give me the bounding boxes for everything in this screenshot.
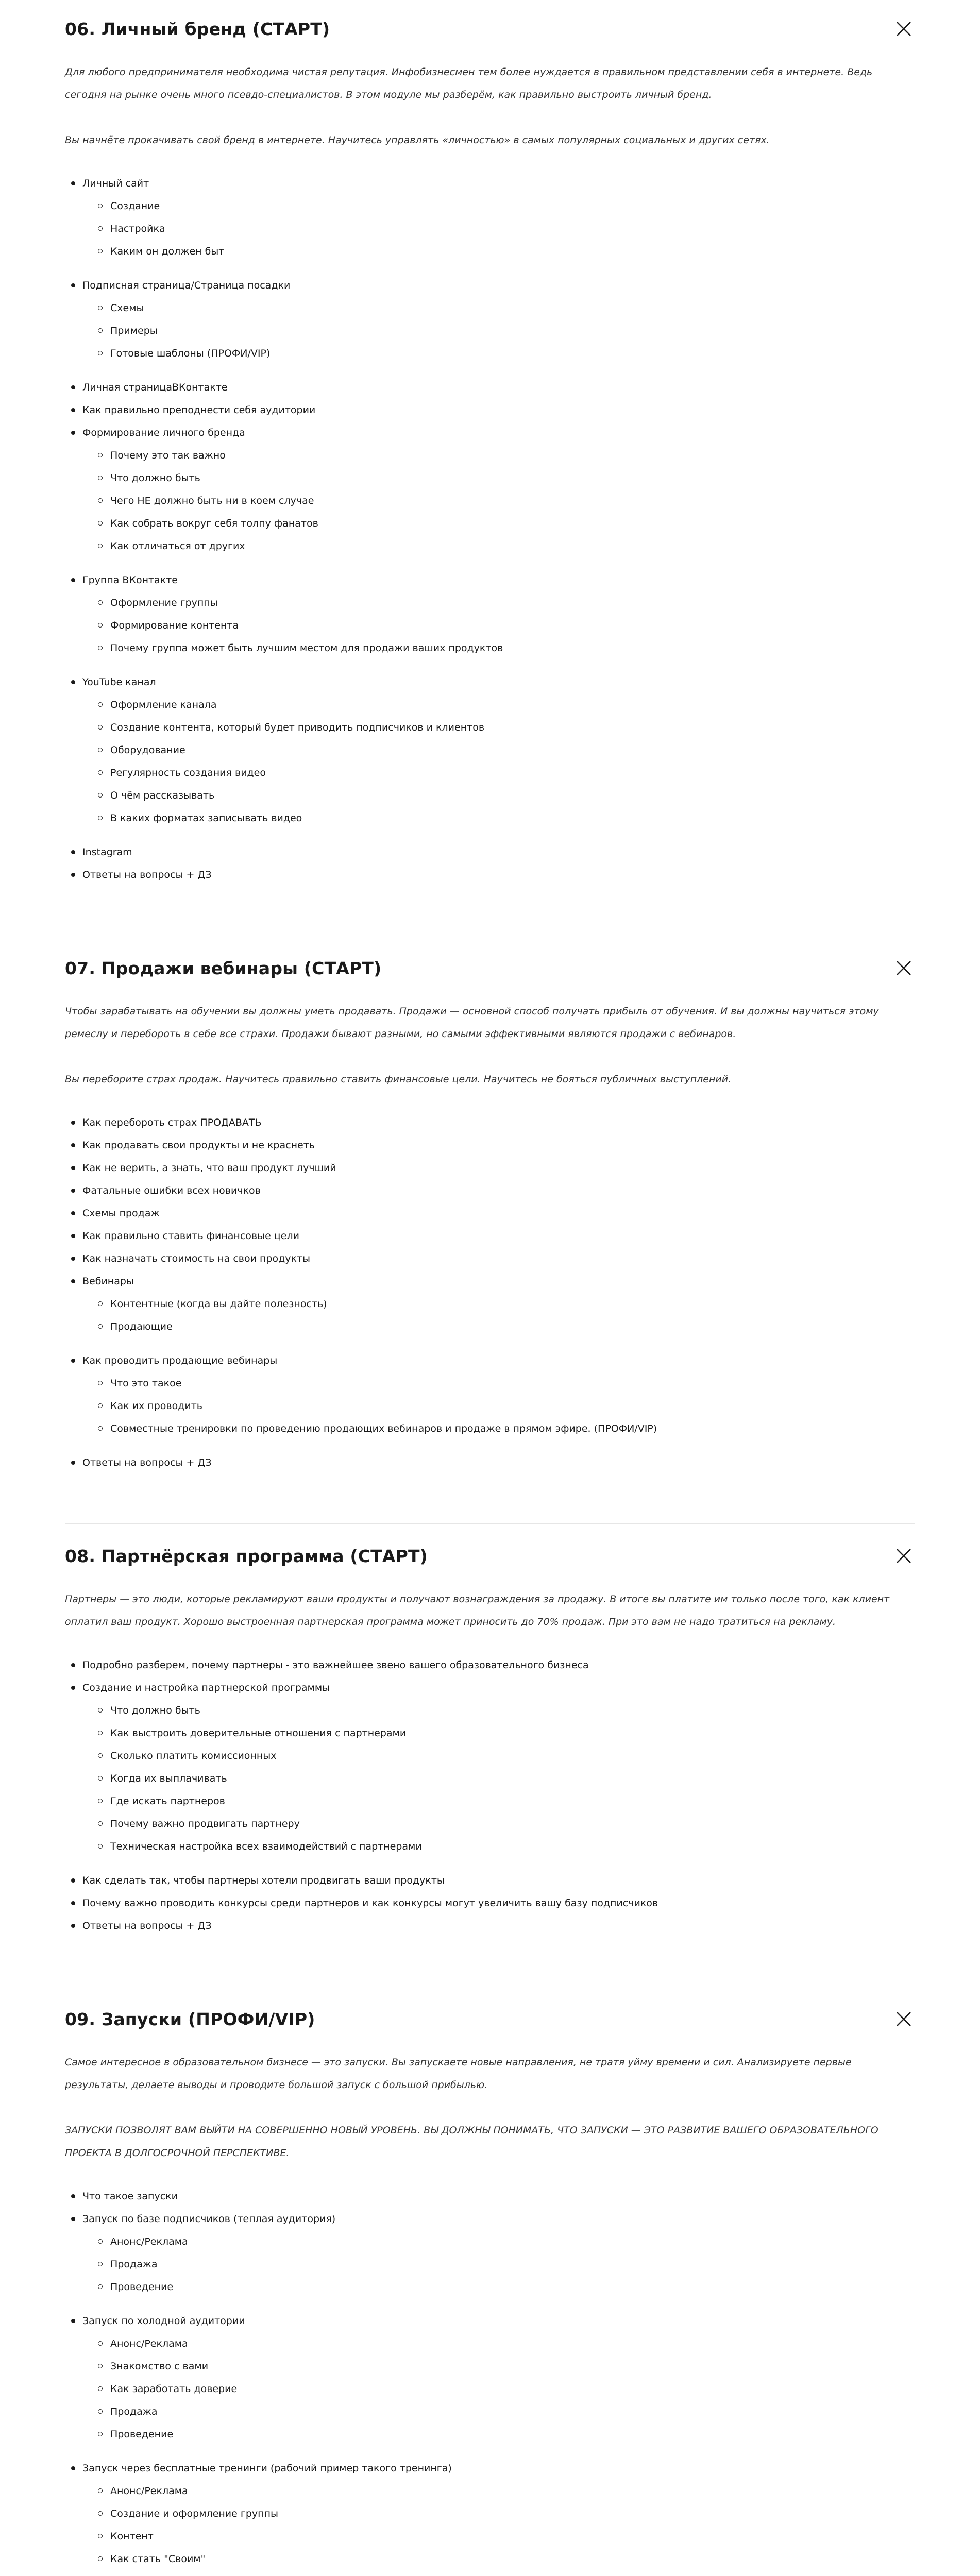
subtopic-list: [82, 1699, 915, 1858]
subtopic-item: Схемы: [110, 297, 915, 319]
topic-list: [65, 172, 915, 886]
topic-label: Как продавать свои продукты и не краснеть: [82, 1140, 315, 1151]
subtopic-list: [82, 693, 915, 829]
topic-item: [82, 421, 915, 557]
topic-item: [82, 2310, 915, 2446]
module-9: [65, 1987, 915, 2576]
topic-item: [82, 841, 915, 863]
description-paragraph: Для любого предпринимателя необходима чистая репутация. Инфобизнесмен тем более нуждается в правильном представлении себя в интернете. Ведь сегодня на рынке очень много псевдо-специалистов. В этом модуле мы разберём, как правильно выстроить личный бренд.: [65, 66, 873, 100]
subtopic-list: [82, 2480, 915, 2576]
topic-label: Запуск по базе подписчиков (теплая аудитория): [82, 2213, 336, 2225]
topic-item: [82, 399, 915, 421]
subtopic-item: Оформление группы: [110, 591, 915, 614]
subtopic-item: Знакомство с вами: [110, 2355, 915, 2378]
module-title: 06. Личный бренд (СТАРТ): [65, 19, 330, 39]
topic-item: [82, 2208, 915, 2298]
topic-label: Как правильно преподнести себя аудитории: [82, 404, 316, 416]
subtopic-item: Сколько платить комиссионных: [110, 1744, 915, 1767]
topic-item: [82, 2457, 915, 2576]
subtopic-item: Настройка: [110, 217, 915, 240]
topic-item: [82, 2185, 915, 2208]
topic-label: Как сделать так, чтобы партнеры хотели продвигать ваши продукты: [82, 1875, 445, 1886]
subtopic-item: Готовые шаблоны (ПРОФИ/VIP): [110, 342, 915, 365]
subtopic-list: [82, 2332, 915, 2446]
subtopic-item: Как их проводить: [110, 1395, 915, 1417]
module-header[interactable]: [65, 18, 915, 40]
topic-label: Запуск по холодной аудитории: [82, 2315, 245, 2327]
module-description: [65, 2051, 915, 2164]
subtopic-item: Контентные (когда вы дайте полезность): [110, 1293, 915, 1315]
topic-label: Ответы на вопросы + ДЗ: [82, 869, 212, 880]
subtopic-item: Анонс/Реклама: [110, 2480, 915, 2502]
subtopic-item: Почему важно продвигать партнеру: [110, 1812, 915, 1835]
subtopic-item: Совместные тренировки по проведению продающих вебинаров и продаже в прямом эфире. (ПРОФИ/VIP): [110, 1417, 915, 1440]
topic-label: Instagram: [82, 846, 132, 858]
module-description: [65, 61, 915, 151]
description-paragraph: Вы переборите страх продаж. Научитесь правильно ставить финансовые цели. Научитесь не бояться публичных выступлений.: [65, 1074, 732, 1085]
subtopic-item: Оборудование: [110, 739, 915, 761]
topic-item: [82, 1157, 915, 1179]
subtopic-list: [82, 2230, 915, 2298]
topic-label: Ответы на вопросы + ДЗ: [82, 1457, 212, 1468]
topic-label: Вебинары: [82, 1276, 134, 1287]
topic-item: [82, 1892, 915, 1914]
subtopic-item: Как заработать доверие: [110, 2378, 915, 2400]
module-8: [65, 1524, 915, 1987]
topic-label: Схемы продаж: [82, 1208, 160, 1219]
topic-label: Что такое запуски: [82, 2191, 178, 2202]
subtopic-item: Техническая настройка всех взаимодействий с партнерами: [110, 1835, 915, 1858]
subtopic-item: Каким он должен быт: [110, 240, 915, 263]
topic-label: YouTube канал: [82, 676, 156, 688]
subtopic-item: Продающие: [110, 1315, 915, 1338]
topic-label: Как правильно ставить финансовые цели: [82, 1230, 299, 1242]
topic-label: Подписная страница/Страница посадки: [82, 280, 291, 291]
topic-item: [82, 1247, 915, 1270]
subtopic-item: Анонс/Реклама: [110, 2332, 915, 2355]
subtopic-list: [82, 297, 915, 365]
description-paragraph: Самое интересное в образовательном бизнесе — это запуски. Вы запускаете новые направления, не тратя уйму времени и сил. Анализируете первые результаты, делаете выводы и проводите большой запуск с большой прибылью.: [65, 2057, 852, 2091]
topic-label: Почему важно проводить конкурсы среди партнеров и как конкурсы могут увеличить вашу базу подписчиков: [82, 1897, 658, 1909]
module-header[interactable]: [65, 957, 915, 979]
topic-label: Фатальные ошибки всех новичков: [82, 1185, 261, 1196]
module-header[interactable]: [65, 2008, 915, 2030]
close-icon: [895, 2010, 913, 2028]
subtopic-list: [82, 1293, 915, 1338]
module-description: [65, 1588, 915, 1633]
topic-item: [82, 569, 915, 659]
topic-item: [82, 1225, 915, 1247]
close-icon: [895, 1547, 913, 1565]
topic-label: Личная страницаВКонтакте: [82, 382, 228, 393]
module-6: [65, 0, 915, 936]
subtopic-item: Как стать "Своим": [110, 2548, 915, 2570]
subtopic-item: Как выстроить доверительные отношения с партнерами: [110, 1722, 915, 1744]
topic-list: [65, 1654, 915, 1937]
close-icon: [895, 959, 913, 977]
topic-item: [82, 274, 915, 365]
topic-label: Личный сайт: [82, 178, 149, 189]
subtopic-item: В каких форматах записывать видео: [110, 807, 915, 829]
topic-label: Как не верить, а знать, что ваш продукт лучший: [82, 1162, 336, 1174]
subtopic-item: Формирование контента: [110, 614, 915, 637]
subtopic-item: Почему это так важно: [110, 444, 915, 467]
subtopic-item: Когда их выплачивать: [110, 1767, 915, 1790]
subtopic-item: Примеры: [110, 319, 915, 342]
subtopic-item: Создание: [110, 195, 915, 217]
description-paragraph: Вы начнёте прокачивать свой бренд в интернете. Научитесь управлять «личностью» в самых популярных социальных и других сетях.: [65, 134, 770, 146]
subtopic-item: Как отличаться от других: [110, 535, 915, 557]
subtopic-item: Как собрать вокруг себя толпу фанатов: [110, 512, 915, 535]
topic-label: Ответы на вопросы + ДЗ: [82, 1920, 212, 1931]
subtopic-item: Создание и оформление группы: [110, 2502, 915, 2525]
subtopic-item: Проведение: [110, 2276, 915, 2298]
close-icon: [895, 20, 913, 38]
subtopic-item: Анонс/Реклама: [110, 2230, 915, 2253]
topic-label: Группа ВКонтакте: [82, 574, 178, 586]
close-button[interactable]: [892, 18, 915, 40]
topic-item: [82, 671, 915, 829]
subtopic-list: [82, 444, 915, 557]
topic-label: Как назначать стоимость на свои продукты: [82, 1253, 311, 1264]
topic-label: Подробно разберем, почему партнеры - это важнейшее звено вашего образовательного бизнеса: [82, 1659, 589, 1671]
subtopic-item: Проведение: [110, 2423, 915, 2446]
module-title: 08. Партнёрская программа (СТАРТ): [65, 1546, 428, 1566]
description-paragraph: Чтобы зарабатывать на обучении вы должны уметь продавать. Продажи — основной способ получать прибыль от обучения. И вы должны научиться этому ремеслу и перебороть в себе все страхи. Продажи бывают разными, но самыми эффективными являются продажи с вебинаров.: [65, 1006, 879, 1040]
subtopic-list: [82, 195, 915, 263]
subtopic-item: Продажа: [110, 2400, 915, 2423]
topic-list: [65, 1111, 915, 1474]
topic-list: [65, 2185, 915, 2576]
subtopic-item: Почему группа может быть лучшим местом для продажи ваших продуктов: [110, 637, 915, 659]
topic-item: [82, 1869, 915, 1892]
topic-item: [82, 1654, 915, 1676]
module-title: 09. Запуски (ПРОФИ/VIP): [65, 2009, 315, 2029]
description-paragraph: Партнеры — это люди, которые рекламируют ваши продукты и получают вознаграждения за продажу. В итоге вы платите им только после того, как клиент оплатил ваш продукт. Хорошо выстроенная партнерская программа может приносить до 70% продаж. При это вам не надо тратиться на рекламу.: [65, 1594, 890, 1628]
subtopic-list: [82, 591, 915, 659]
subtopic-item: Что должно быть: [110, 1699, 915, 1722]
topic-item: [82, 1111, 915, 1134]
close-button[interactable]: [892, 2008, 915, 2030]
module-description: [65, 1000, 915, 1091]
module-header[interactable]: [65, 1545, 915, 1567]
module-title: 07. Продажи вебинары (СТАРТ): [65, 958, 382, 978]
subtopic-item: [110, 2570, 915, 2576]
subtopic-list: [82, 1372, 915, 1440]
subtopic-item: Продажа: [110, 2253, 915, 2276]
topic-item: [82, 1202, 915, 1225]
topic-label: Запуск через бесплатные тренинги (рабочий пример такого тренинга): [82, 2463, 452, 2474]
subtopic-item: О чём рассказывать: [110, 784, 915, 807]
close-button[interactable]: [892, 957, 915, 979]
topic-item: [82, 172, 915, 263]
topic-item: [82, 1270, 915, 1338]
close-button[interactable]: [892, 1545, 915, 1567]
topic-item: [82, 1179, 915, 1202]
description-paragraph: ЗАПУСКИ ПОЗВОЛЯТ ВАМ ВЫЙТИ НА СОВЕРШЕННО НОВЫЙ УРОВЕНЬ. ВЫ ДОЛЖНЫ ПОНИМАТЬ, ЧТО ЗАПУСКИ — ЭТО РАЗВИТИЕ ВАШЕГО ОБРАЗОВАТЕЛЬНОГО ПРОЕКТА В ДОЛГОСРОЧНОЙ ПЕРСПЕКТИВЕ.: [65, 2125, 878, 2159]
subtopic-item: Что это такое: [110, 1372, 915, 1395]
topic-item: [82, 376, 915, 399]
topic-item: [82, 1349, 915, 1440]
module-7: [65, 936, 915, 1524]
topic-item: [82, 1134, 915, 1157]
topic-item: [82, 1451, 915, 1474]
subtopic-item: Оформление канала: [110, 693, 915, 716]
topic-label: Создание и настройка партнерской программы: [82, 1682, 330, 1693]
subtopic-item: Чего НЕ должно быть ни в коем случае: [110, 489, 915, 512]
topic-item: [82, 1676, 915, 1858]
subtopic-item: Где искать партнеров: [110, 1790, 915, 1812]
topic-label: Как проводить продающие вебинары: [82, 1355, 278, 1366]
topic-label: Как перебороть страх ПРОДАВАТЬ: [82, 1117, 262, 1128]
topic-item: [82, 1914, 915, 1937]
topic-item: [82, 863, 915, 886]
topic-label: Формирование личного бренда: [82, 427, 245, 438]
subtopic-item: Контент: [110, 2525, 915, 2548]
subtopic-item: Регулярность создания видео: [110, 761, 915, 784]
subtopic-item: Создание контента, который будет приводить подписчиков и клиентов: [110, 716, 915, 739]
subtopic-item: Что должно быть: [110, 467, 915, 489]
